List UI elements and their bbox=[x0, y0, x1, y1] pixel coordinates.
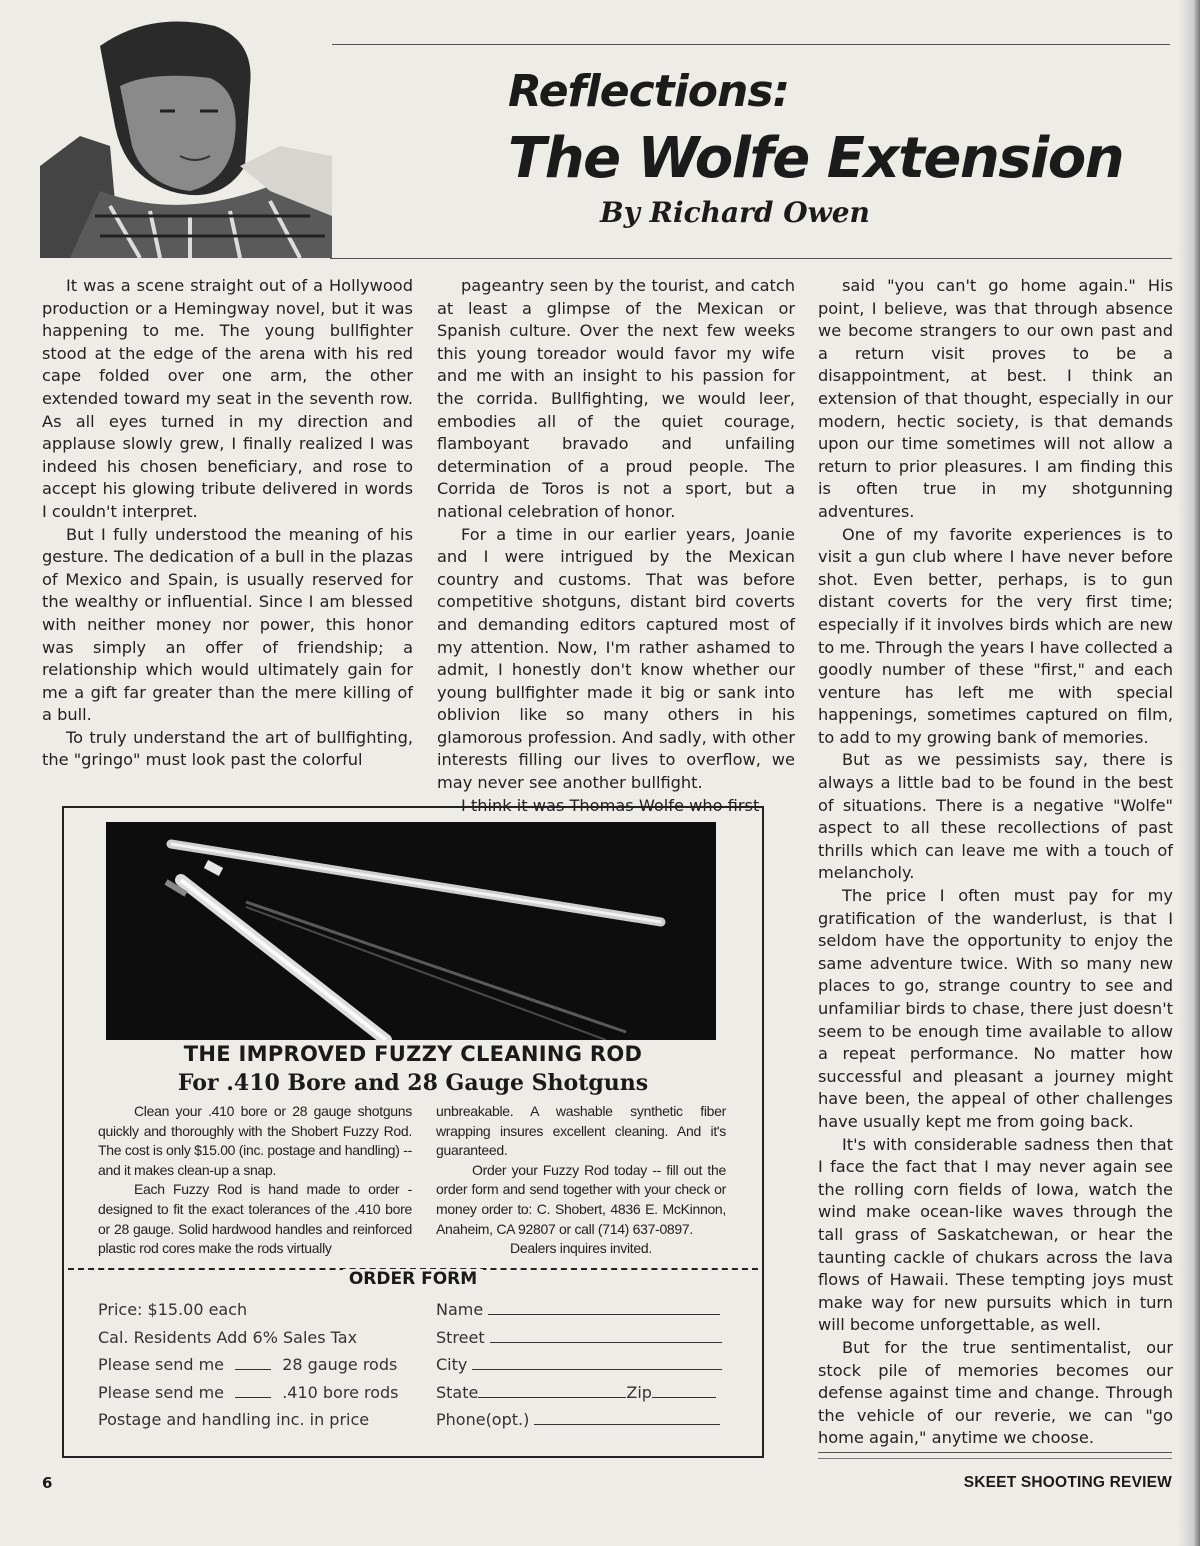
order-form-left bbox=[98, 1296, 399, 1434]
byline: By Richard Owen bbox=[600, 196, 870, 229]
order-phone-line bbox=[436, 1406, 722, 1434]
order-form-title-text: ORDER FORM bbox=[343, 1269, 483, 1289]
order-price: Price: $15.00 each bbox=[98, 1300, 248, 1319]
street-label: Street bbox=[436, 1327, 485, 1347]
send-label: Please send me bbox=[98, 1355, 224, 1375]
order-form-right bbox=[436, 1296, 722, 1434]
paragraph: But for the true sentimentalist, our stock pile of memories becomes our defense against time and change. Through the vehicle of our reverie, we can "go home again," anytime we choose. bbox=[818, 1337, 1173, 1448]
column-end-rule bbox=[818, 1452, 1172, 1453]
order-street-line bbox=[436, 1324, 722, 1352]
name-label: Name bbox=[436, 1300, 484, 1319]
ad-dealers-note: Dealers inquires invited. bbox=[510, 1240, 652, 1257]
street-field[interactable] bbox=[490, 1327, 722, 1343]
paragraph: said "you can't go home again." His point, I believe, was that through absence we become strangers to our own past and a return visit proves to be a disappointment, at best. I think an extension of that thought, especially in our modern, hectic society, is that demands upon our time sometimes will not allow a return to prior pleasures. I am finding this is often true in my shotgunning adventures. bbox=[818, 276, 1173, 521]
ad-paragraph: unbreakable. A washable synthetic fiber wrapping insures excellent cleaning. And it's guaranteed. bbox=[436, 1103, 726, 1159]
paragraph: But I fully understood the meaning of his gesture. The dedication of a bull in the plazas of Mexico and Spain, is usually reserved for the wealthy or influential. Since I am blessed with neither money nor power, this honor was simply an offer of friendship; a relationship which would ultimately gain for me a gift far greater than the mere killing of a bull. bbox=[42, 524, 413, 725]
paragraph: The price I often must pay for my gratification of the wanderlust, is that I seldom have the opportunity to enjoy the same adventure twice. With so many new places to go, strange country to see and unfamiliar birds to chase, there just doesn't seem to be enough time available to allow a repeat performance. No matter how successful and pleasant a journey might have been, the appeal of other challenges have usually kept me from going back. bbox=[818, 886, 1173, 1131]
paragraph: For a time in our earlier years, Joanie and I were intrigued by the Mexican country and customs. That was before competitive shotguns, distant bird coverts and demanding editors captured most of my attention. Now, I'm rather ashamed to admit, I honestly don't know whether our young bullfighter made it big or sank into oblivion like so many others in his glamorous profession. And sadly, with other interests filling our lives to overflow, we may never see another bullfight. bbox=[437, 524, 795, 793]
title-line-2: The Wolfe Extension bbox=[508, 126, 1124, 191]
phone-field[interactable] bbox=[534, 1409, 720, 1425]
fuzzy-rod-advertisement bbox=[62, 806, 764, 1458]
name-field[interactable] bbox=[488, 1299, 720, 1315]
ad-copy-right bbox=[436, 1102, 726, 1259]
title-underline bbox=[330, 258, 1172, 259]
title-line-1: Reflections: bbox=[508, 66, 790, 117]
page-edge-shadow bbox=[1178, 0, 1200, 1546]
ad-paragraph: Clean your .410 bore or 28 gauge shotguns quickly and thoroughly with the Shobert Fuzzy Rod. The cost is only $15.00 (inc. postage and handling) -- and it makes clean-up a snap. bbox=[98, 1103, 412, 1178]
ad-copy-left bbox=[98, 1102, 412, 1259]
bore-quantity-blank[interactable] bbox=[235, 1382, 271, 1398]
author-portrait bbox=[40, 16, 332, 258]
paragraph: pageantry seen by the tourist, and catch at least a glimpse of the Mexican or Spanish culture. Over the next few weeks this young toreador would favor my wife and me with an insight to his passion for the corrida. Bullfighting, we would leer, embodies all of the quiet courage, flamboyant bravado and unfailing determination of a proud people. The Corrida de Toros is not a sport, but a national celebration of honor. bbox=[437, 276, 795, 521]
state-field[interactable] bbox=[478, 1382, 626, 1398]
article-column-3 bbox=[818, 275, 1173, 1450]
column-end-rule-thin bbox=[818, 1458, 1172, 1459]
page-number: 6 bbox=[42, 1474, 53, 1492]
send-label: Please send me bbox=[98, 1382, 224, 1402]
bore-rods-label: .410 bore rods bbox=[282, 1382, 399, 1402]
paragraph: One of my favorite experiences is to visit a gun club where I have never before shot. Even better, perhaps, is to gun distant coverts for the very first time; especially if it involves birds which are new to me. Through the years I have collected a goodly number of these "first," and each venture has left me with special happenings, sometimes captured on film, to add to my growing bank of memories. bbox=[818, 524, 1173, 747]
article-column-1 bbox=[42, 275, 413, 772]
ad-subhead: For .410 Bore and 28 Gauge Shotguns bbox=[177, 1070, 649, 1096]
ad-paragraph: Order your Fuzzy Rod today -- fill out the order form and send together with your check or money order to: C. Shobert, 4836 E. McKinnon, Anaheim, CA 92807 or call (714) 637-0897. bbox=[436, 1161, 726, 1237]
paragraph: I think it was Thomas Wolfe who first bbox=[461, 795, 760, 815]
order-name-line bbox=[436, 1296, 722, 1324]
magazine-name: SKEET SHOOTING REVIEW bbox=[963, 1474, 1172, 1491]
gauge-quantity-blank[interactable] bbox=[235, 1354, 271, 1370]
article-column-2 bbox=[437, 275, 795, 817]
order-city-line bbox=[436, 1351, 722, 1379]
paragraph: To truly understand the art of bullfighting, the "gringo" must look past the colorful bbox=[42, 727, 413, 770]
order-bore-line bbox=[98, 1379, 399, 1407]
zip-label: Zip bbox=[626, 1382, 652, 1402]
cleaning-rod-photo bbox=[106, 822, 716, 1040]
order-form-title bbox=[64, 1269, 762, 1289]
ad-paragraph: Each Fuzzy Rod is hand made to order - designed to fit the exact tolerances of the .410 bore or 28 gauge. Solid hardwood handles and reinforced plastic rod cores make the rods virtually bbox=[98, 1181, 412, 1257]
paragraph: But as we pessimists say, there is always a little bad to be found in the best of situations. There is a negative "Wolfe" aspect to all these recollections of past thrills which can leave me with a touch of melancholy. bbox=[818, 750, 1173, 883]
ad-headline: THE IMPROVED FUZZY CLEANING ROD bbox=[183, 1042, 643, 1066]
order-tax-note: Cal. Residents Add 6% Sales Tax bbox=[98, 1327, 358, 1347]
phone-label: Phone(opt.) bbox=[436, 1410, 530, 1430]
state-label: State bbox=[436, 1382, 479, 1402]
city-label: City bbox=[436, 1355, 468, 1375]
order-postage-note: Postage and handling inc. in price bbox=[98, 1410, 370, 1430]
order-state-zip-line bbox=[436, 1379, 722, 1407]
paragraph: It's with considerable sadness then that I face the fact that I may never again see the rolling corn fields of Iowa, watch the wind make ocean-like waves through the tall grass of Saskatchewan, or hear the taunting cackle of chukars across the lava flows of Hawaii. These tempting joys must make way for new pursuits which in turn will become unforgettable, as well. bbox=[818, 1134, 1173, 1335]
paragraph: It was a scene straight out of a Hollywood production or a Hemingway novel, but it was happening to me. The young bullfighter stood at the edge of the arena with his red cape folded over one arm, the other extended toward my seat in the seventh row. As all eyes turned in my direction and applause slowly grew, I finally realized I was indeed his chosen beneficiary, and rose to accept his glowing tribute delivered in words I couldn't interpret. bbox=[42, 276, 413, 521]
gauge-rods-label: 28 gauge rods bbox=[282, 1355, 398, 1375]
zip-field[interactable] bbox=[652, 1382, 716, 1398]
order-gauge-line bbox=[98, 1351, 399, 1379]
city-field[interactable] bbox=[472, 1354, 722, 1370]
